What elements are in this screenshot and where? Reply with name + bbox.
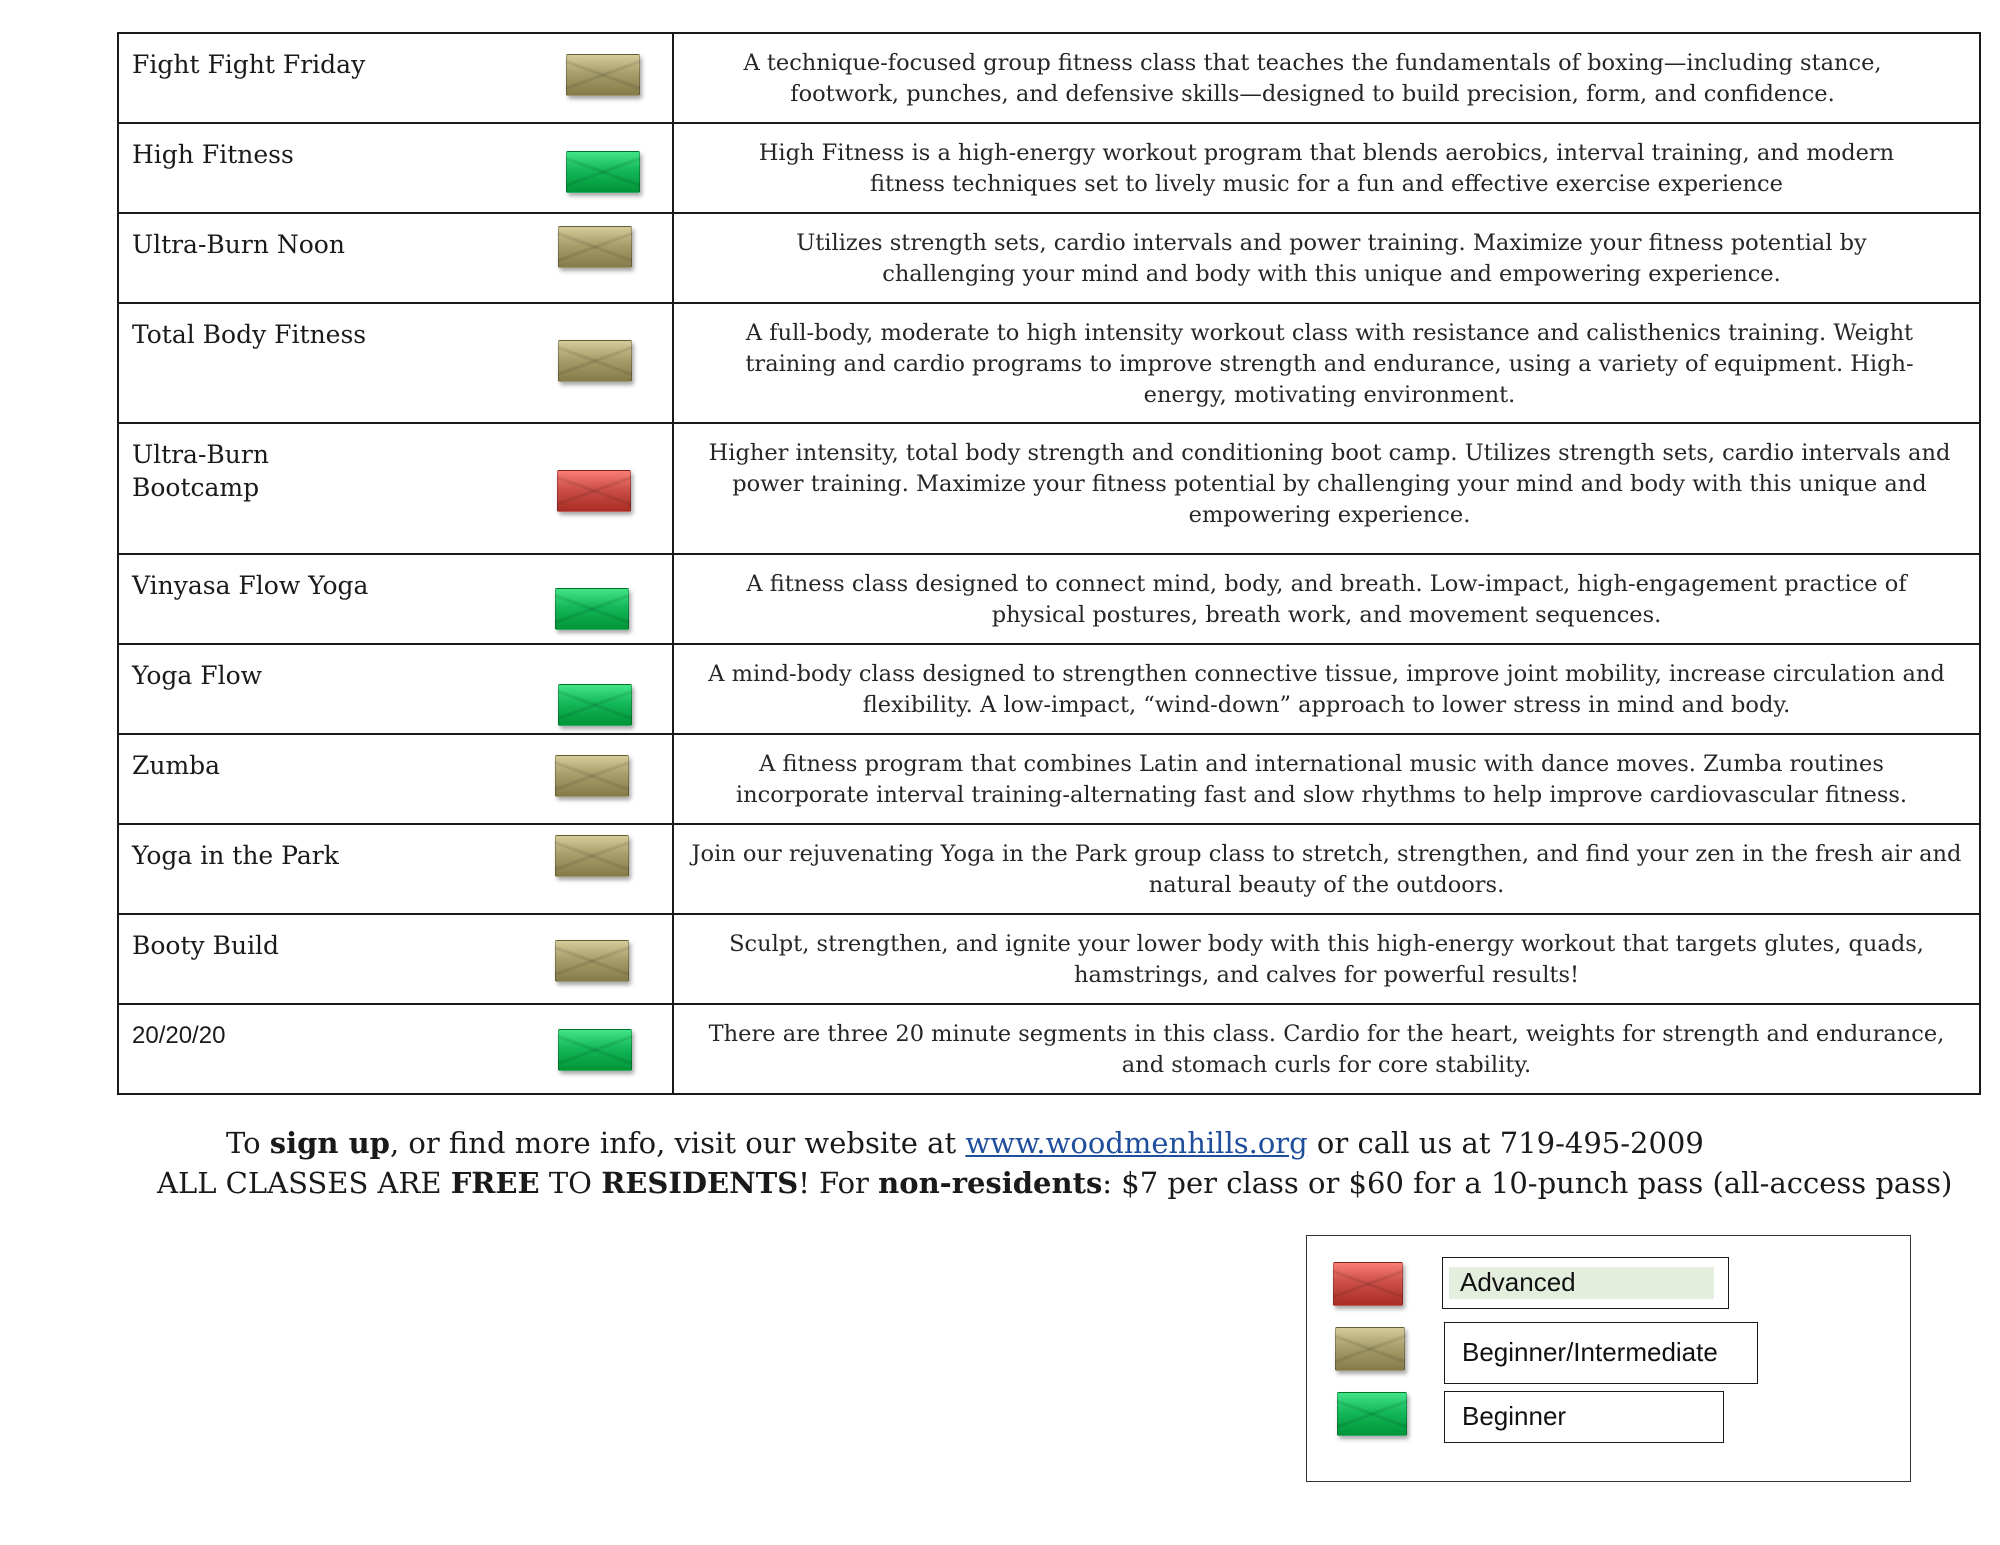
pricing-text: : $7 per class or $60 for a 10-punch pass (all-access pass) [1102,1166,1953,1200]
class-schedule-table [117,32,1981,1095]
table-row [118,213,1980,303]
table-row [118,914,1980,1004]
table-row [118,1004,1980,1094]
table-row [118,423,1980,554]
class-description-cell [673,303,1980,423]
class-name: Vinyasa Flow Yoga [132,571,369,600]
class-name: Booty Build [132,931,280,960]
legend-label-beginner [1444,1391,1724,1443]
class-description-cell [673,423,1980,554]
class-name-cell [118,213,673,303]
class-name-cell [118,33,673,123]
class-name: 20/20/20 [132,1022,226,1049]
legend-text: Advanced [1460,1267,1576,1297]
free-bold-text: FREE [450,1166,540,1200]
table-row [118,554,1980,644]
class-description-cell [673,734,1980,824]
class-description-cell [673,213,1980,303]
residents-bold-text: RESIDENTS [601,1166,799,1200]
class-description-cell [673,824,1980,914]
pricing-line [157,1166,1952,1200]
class-description: High Fitness is a high-energy workout program that blends aerobics, interval training, and modern fitness techniques set to lively music for a fun and effective exercise experience [758,140,1895,197]
level-badge-icon [566,151,640,193]
class-description: Higher intensity, total body strength and conditioning boot camp. Utilizes strength sets, cardio intervals and power training. Maximize your fitness potential by challenging your mind and body with this unique and empowering experience. [708,440,1951,528]
table-row [118,644,1980,734]
class-name-cell [118,734,673,824]
class-name: Yoga Flow [132,661,263,690]
level-badge-icon [558,226,632,268]
level-badge-icon [558,340,632,382]
class-description-cell [673,644,1980,734]
phone-text: or call us at 719-495-2009 [1307,1126,1704,1160]
pricing-text: TO [539,1166,602,1200]
class-description-cell [673,123,1980,213]
table-row [118,303,1980,423]
class-description: A fitness program that combines Latin and international music with dance moves. Zumba routines incorporate interval training-alternating fast and slow rhythms to help improve cardiovascular fitness. [735,751,1908,808]
class-description-cell [673,554,1980,644]
non-residents-bold-text: non-residents [878,1166,1103,1200]
class-name-cell [118,423,673,554]
level-badge-icon [555,588,629,630]
beginner-badge-icon [1337,1392,1407,1436]
class-name: Yoga in the Park [132,841,339,870]
class-name: Total Body Fitness [132,320,367,349]
class-name: Ultra-Burn Noon [132,230,345,259]
pricing-text: ! For [798,1166,879,1200]
level-badge-icon [558,684,632,726]
beginner-intermediate-badge-icon [1335,1327,1405,1371]
signup-text: To [226,1126,270,1160]
advanced-badge-icon [1333,1262,1403,1306]
legend-label-beginner-intermediate [1444,1322,1758,1384]
signup-line [226,1126,1704,1160]
class-description-cell [673,914,1980,1004]
class-description: A fitness class designed to connect mind, body, and breath. Low-impact, high-engagement practice of physical postures, breath work, and movement sequences. [746,571,1907,628]
class-name-cell [118,644,673,734]
legend-label-advanced [1442,1257,1729,1309]
level-badge-icon [557,470,631,512]
level-badge-icon [566,54,640,96]
class-name: High Fitness [132,140,294,169]
class-description: Sculpt, strengthen, and ignite your lower body with this high-energy workout that targets glutes, quads, hamstrings, and calves for powerful results! [729,931,1924,988]
class-description: Join our rejuvenating Yoga in the Park group class to stretch, strengthen, and find your zen in the fresh air and natural beauty of the outdoors. [691,841,1962,898]
class-name: Zumba [132,751,221,780]
class-description-cell [673,33,1980,123]
class-name-cell [118,1004,673,1094]
legend-text: Beginner/Intermediate [1462,1337,1718,1367]
class-name: Ultra-Burn Bootcamp [132,440,269,502]
class-name-cell [118,123,673,213]
class-name-cell [118,824,673,914]
signup-text: , or find more info, visit our website at [389,1126,966,1160]
class-description: A mind-body class designed to strengthen connective tissue, improve joint mobility, increase circulation and flexibility. A low-impact, “wind-down” approach to lower stress in mind and body. [708,661,1945,718]
class-name: Fight Fight Friday [132,50,366,79]
website-link[interactable]: www.woodmenhills.org [965,1126,1308,1160]
table-row [118,33,1980,123]
class-name-cell [118,303,673,423]
level-badge-icon [555,755,629,797]
class-name-cell [118,554,673,644]
class-description: Utilizes strength sets, cardio intervals and power training. Maximize your fitness potential by challenging your mind and body with this unique and empowering experience. [796,230,1867,287]
level-badge-icon [555,835,629,877]
class-description-cell [673,1004,1980,1094]
class-name-cell [118,914,673,1004]
pricing-text: ALL CLASSES ARE [157,1166,451,1200]
table-row [118,734,1980,824]
class-description: A technique-focused group fitness class that teaches the fundamentals of boxing—including stance, footwork, punches, and defensive skills—designed to build precision, form, and confidence. [743,50,1882,107]
table-row [118,123,1980,213]
class-description: There are three 20 minute segments in this class. Cardio for the heart, weights for strength and endurance, and stomach curls for core stability. [708,1021,1945,1078]
level-legend [1306,1235,1911,1482]
level-badge-icon [555,940,629,982]
legend-text: Beginner [1462,1401,1567,1431]
class-description: A full-body, moderate to high intensity workout class with resistance and calisthenics training. Weight training and cardio programs to improve strength and endurance, using a variety of equipment. High-energy, motivating environment. [745,320,1914,408]
table-row [118,824,1980,914]
level-badge-icon [558,1029,632,1071]
signup-bold-text: sign up [269,1126,390,1160]
